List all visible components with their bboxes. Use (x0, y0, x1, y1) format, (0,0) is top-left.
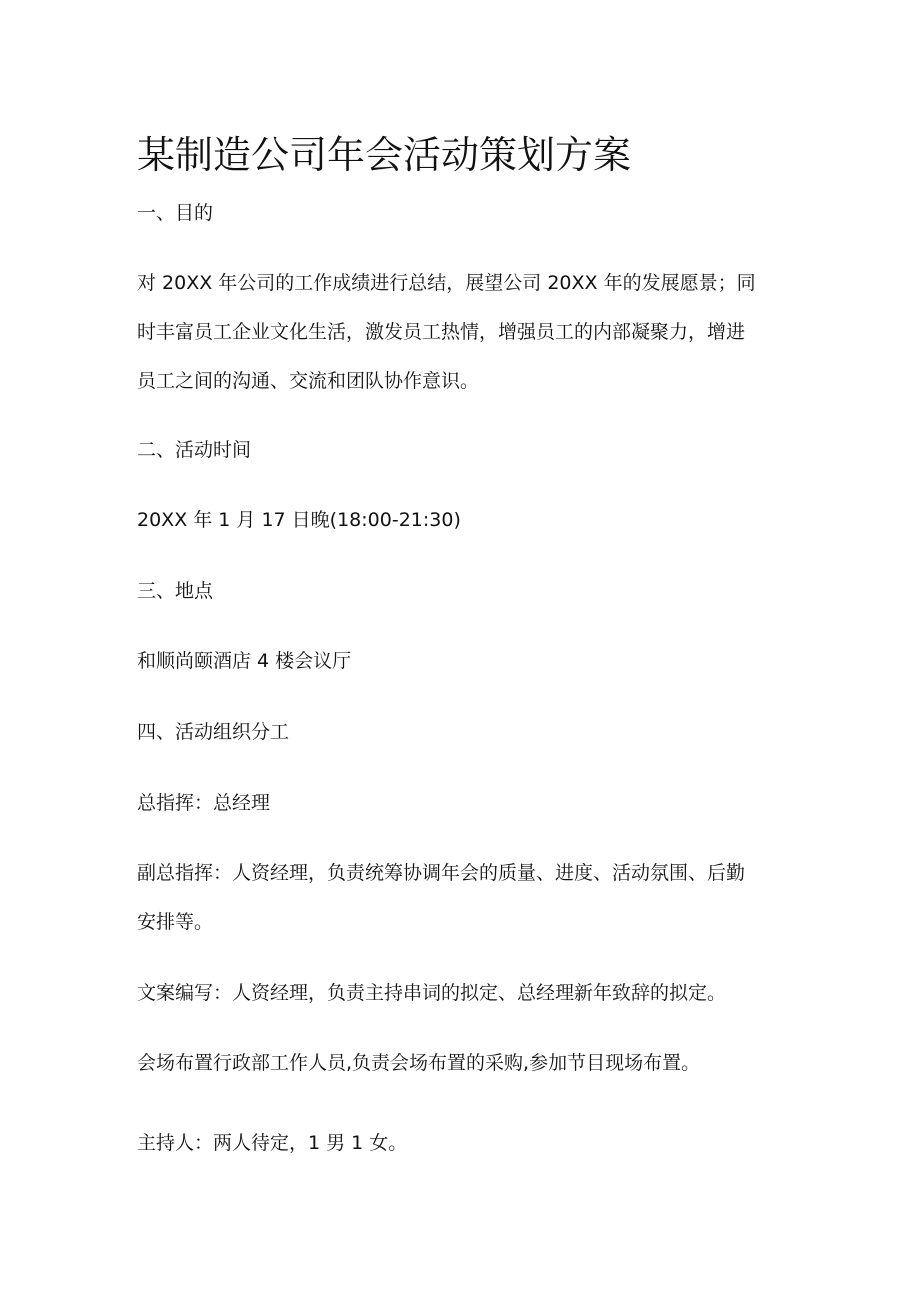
venue-setup-text: 会场布置行政部工作人员,负责会场布置的采购,参加节目现场布置。 (137, 1052, 701, 1074)
commander-text: 总指挥：总经理 (137, 792, 271, 814)
document-title: 某制造公司年会活动策划方案 (137, 133, 632, 177)
section-heading-time: 二、活动时间 (137, 439, 252, 461)
section-heading-organization: 四、活动组织分工 (137, 721, 290, 743)
purpose-paragraph-line-2: 时丰富员工企业文化生活，激发员工热情，增强员工的内部凝聚力，增进 (137, 321, 746, 343)
event-time-text: 20XX 年 1 月 17 日晚(18:00-21:30) (137, 509, 461, 531)
purpose-paragraph-line-1: 对 20XX 年公司的工作成绩进行总结，展望公司 20XX 年的发展愿景；同 (137, 272, 756, 294)
section-heading-location: 三、地点 (137, 580, 214, 602)
copywriting-text: 文案编写：人资经理，负责主持串词的拟定、总经理新年致辞的拟定。 (137, 982, 727, 1004)
deputy-commander-line-1: 副总指挥：人资经理，负责统筹协调年会的质量、进度、活动氛围、后勤 (137, 862, 746, 884)
event-location-text: 和顺尚颐酒店 4 楼会议厅 (137, 650, 352, 672)
deputy-commander-line-2: 安排等。 (137, 911, 214, 933)
purpose-paragraph-line-3: 员工之间的沟通、交流和团队协作意识。 (137, 370, 480, 392)
section-heading-purpose: 一、目的 (137, 202, 214, 224)
hosts-text: 主持人：两人待定，1 男 1 女。 (137, 1132, 408, 1154)
